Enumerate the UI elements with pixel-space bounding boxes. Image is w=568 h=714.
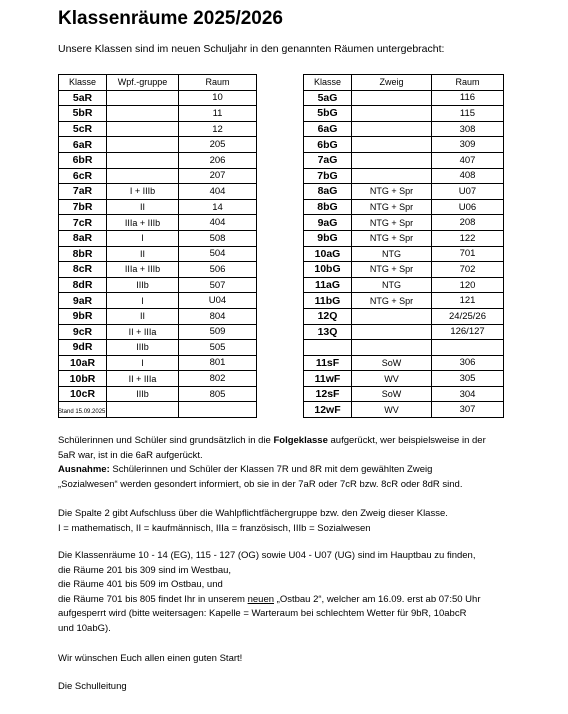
greeting-text: Wir wünschen Euch allen einen guten Start! — [58, 653, 243, 664]
table-row — [59, 90, 257, 106]
cell-raum: 306 — [432, 355, 504, 371]
cell-raum — [432, 340, 504, 356]
table-row — [304, 121, 504, 137]
table-row — [304, 215, 504, 231]
cell-raum: 24/25/26 — [432, 308, 504, 324]
table-row — [59, 230, 257, 246]
column-header-raum: Raum — [179, 75, 257, 91]
cell-raum: 505 — [179, 340, 257, 356]
cell-raum: 408 — [432, 168, 504, 184]
cell-klasse: 8bR — [59, 246, 107, 262]
paragraph-line — [58, 463, 518, 478]
cell-klasse: 10bR — [59, 371, 107, 387]
cell-raum: 122 — [432, 230, 504, 246]
table-row — [304, 371, 504, 387]
cell-klasse: 6cR — [59, 168, 107, 184]
cell-raum: 120 — [432, 277, 504, 293]
cell-zweig: SoW — [352, 355, 432, 371]
paragraph-line: und 10abG). — [58, 622, 111, 634]
table-row — [304, 106, 504, 122]
cell-raum: 702 — [432, 262, 504, 278]
paragraph-line: die Räume 201 bis 309 sind im Westbau, — [58, 564, 232, 576]
cell-klasse: 11bG — [304, 293, 352, 309]
cell-wpf-gruppe: IIIb — [107, 386, 179, 402]
cell-raum: 701 — [432, 246, 504, 262]
cell-raum: 404 — [179, 184, 257, 200]
cell-klasse: 9bG — [304, 230, 352, 246]
cell-zweig — [352, 152, 432, 168]
cell-raum: 507 — [179, 277, 257, 293]
cell-zweig: NTG + Spr — [352, 199, 432, 215]
cell-wpf-gruppe: II — [107, 199, 179, 215]
table-row — [59, 184, 257, 200]
cell-raum: 305 — [432, 371, 504, 387]
cell-klasse: 7aR — [59, 184, 107, 200]
table-row — [59, 106, 257, 122]
cell-klasse: 12sF — [304, 386, 352, 402]
paragraph-line: 5aR war, ist in die 6aR aufgerückt. — [58, 449, 203, 461]
cell-zweig — [352, 137, 432, 153]
table-row — [304, 308, 504, 324]
cell-raum: 506 — [179, 262, 257, 278]
cell-klasse: 7bR — [59, 199, 107, 215]
table-row — [304, 152, 504, 168]
cell-klasse: 13Q — [304, 324, 352, 340]
bold-text: Folgeklasse — [273, 435, 328, 446]
cell-zweig: WV — [352, 402, 432, 418]
table-row — [304, 246, 504, 262]
table-row — [59, 308, 257, 324]
bold-text: Ausnahme: — [58, 464, 110, 475]
cell-raum: 802 — [179, 371, 257, 387]
cell-raum: 504 — [179, 246, 257, 262]
cell-klasse: 5bG — [304, 106, 352, 122]
table-row — [304, 230, 504, 246]
cell-raum: 805 — [179, 386, 257, 402]
cell-raum — [179, 402, 257, 418]
cell-raum: 407 — [432, 152, 504, 168]
cell-klasse: 10aR — [59, 355, 107, 371]
cell-klasse: 6aG — [304, 121, 352, 137]
cell-klasse: 8cR — [59, 262, 107, 278]
table-row — [304, 262, 504, 278]
cell-klasse: 11aG — [304, 277, 352, 293]
cell-zweig: NTG + Spr — [352, 262, 432, 278]
paragraph-spalte — [58, 507, 518, 536]
cell-klasse: 9dR — [59, 340, 107, 356]
cell-zweig — [352, 90, 432, 106]
paragraph-line: I = mathematisch, II = kaufmännisch, IIIa = französisch, IIIb = Sozialwesen — [58, 522, 371, 534]
cell-raum: 304 — [432, 386, 504, 402]
intro-text: Unsere Klassen sind im neuen Schuljahr in den genannten Räumen untergebracht: — [58, 43, 445, 55]
paragraph-line: Die Spalte 2 gibt Aufschluss über die Wahlpflichtfächergruppe bzw. den Zweig dieser Klasse. — [58, 508, 448, 519]
cell-wpf-gruppe: II — [107, 308, 179, 324]
paragraph-line: „Sozialwesen“ werden gesondert informiert, ob sie in der 7aR oder 7cR bzw. 8cR oder 8dR sind. — [58, 478, 463, 490]
cell-wpf-gruppe: II + IIIa — [107, 371, 179, 387]
text-fragment: die Räume 701 bis 805 findet Ihr in unserem — [58, 593, 248, 605]
cell-raum: 308 — [432, 121, 504, 137]
cell-raum: 307 — [432, 402, 504, 418]
cell-klasse: 8aR — [59, 230, 107, 246]
cell-zweig: WV — [352, 371, 432, 387]
cell-raum: 121 — [432, 293, 504, 309]
cell-zweig: NTG + Spr — [352, 215, 432, 231]
cell-klasse: 8aG — [304, 184, 352, 200]
cell-wpf-gruppe: IIIa + IIIb — [107, 215, 179, 231]
text-fragment: „Ostbau 2“, welcher am 16.09. erst ab 07:50 Uhr — [274, 593, 481, 605]
cell-zweig — [352, 324, 432, 340]
cell-klasse: 8dR — [59, 277, 107, 293]
paragraph-line: aufgesperrt wird (bitte weitersagen: Kapelle = Warteraum bei schlechtem Wetter für 9bR, 10abcR — [58, 608, 467, 619]
cell-wpf-gruppe: II — [107, 246, 179, 262]
paragraph-raeume — [58, 549, 528, 636]
cell-raum: 10 — [179, 90, 257, 106]
cell-wpf-gruppe: IIIb — [107, 340, 179, 356]
table-row — [304, 277, 504, 293]
cell-raum: 208 — [432, 215, 504, 231]
cell-zweig: NTG — [352, 246, 432, 262]
table-row — [304, 355, 504, 371]
column-header-zweig: Zweig — [352, 75, 432, 91]
cell-wpf-gruppe: II + IIIa — [107, 324, 179, 340]
paragraph-line — [58, 593, 528, 608]
cell-wpf-gruppe: IIIa + IIIb — [107, 262, 179, 278]
table-row — [59, 121, 257, 137]
paragraph-line: die Räume 401 bis 509 im Ostbau, und — [58, 579, 223, 590]
cell-raum: 205 — [179, 137, 257, 153]
paragraph-folgeklasse — [58, 434, 518, 492]
table-row — [304, 168, 504, 184]
cell-klasse: 6bG — [304, 137, 352, 153]
cell-wpf-gruppe — [107, 152, 179, 168]
column-header-klasse: Klasse — [304, 75, 352, 91]
stand-date: Stand 15.09.2025 — [58, 409, 106, 415]
cell-raum: 404 — [179, 215, 257, 231]
cell-raum: 12 — [179, 121, 257, 137]
cell-zweig — [352, 340, 432, 356]
cell-raum: U04 — [179, 293, 257, 309]
cell-klasse: 11wF — [304, 371, 352, 387]
cell-klasse — [304, 340, 352, 356]
cell-raum: 509 — [179, 324, 257, 340]
column-header-wpf-gruppe: Wpf.-gruppe — [107, 75, 179, 91]
cell-klasse: 9cR — [59, 324, 107, 340]
cell-wpf-gruppe: I — [107, 355, 179, 371]
cell-zweig: SoW — [352, 386, 432, 402]
cell-wpf-gruppe: IIIb — [107, 277, 179, 293]
cell-klasse: 5bR — [59, 106, 107, 122]
text-fragment: Schülerinnen und Schüler sind grundsätzlich in die — [58, 435, 274, 446]
cell-raum: 508 — [179, 230, 257, 246]
table-row — [59, 199, 257, 215]
cell-raum: 309 — [432, 137, 504, 153]
table-row — [304, 340, 504, 356]
table-row — [59, 371, 257, 387]
cell-klasse: 9aR — [59, 293, 107, 309]
table-row — [59, 277, 257, 293]
cell-wpf-gruppe: I — [107, 230, 179, 246]
cell-klasse: 10cR — [59, 386, 107, 402]
cell-zweig — [352, 121, 432, 137]
cell-klasse: 5aR — [59, 90, 107, 106]
cell-zweig: NTG + Spr — [352, 230, 432, 246]
table-row — [304, 137, 504, 153]
cell-raum: 14 — [179, 199, 257, 215]
cell-klasse: 5cR — [59, 121, 107, 137]
table-row — [59, 168, 257, 184]
table-row — [304, 324, 504, 340]
underlined-text: neuen — [247, 593, 275, 605]
paragraph-line: Die Klassenräume 10 - 14 (EG), 115 - 127 (OG) sowie U04 - U07 (UG) sind im Hauptbau zu finden, — [58, 550, 476, 561]
cell-klasse: 9aG — [304, 215, 352, 231]
cell-raum: 116 — [432, 90, 504, 106]
table-row — [59, 215, 257, 231]
table-row — [59, 340, 257, 356]
table-row — [304, 402, 504, 418]
cell-klasse: 6aR — [59, 137, 107, 153]
cell-wpf-gruppe — [107, 121, 179, 137]
cell-klasse: 7aG — [304, 152, 352, 168]
cell-raum: 801 — [179, 355, 257, 371]
table-row — [304, 90, 504, 106]
table-row — [59, 137, 257, 153]
text-fragment: Schülerinnen und Schüler der Klassen 7R und 8R mit dem gewählten Zweig — [109, 464, 433, 475]
cell-wpf-gruppe: I — [107, 293, 179, 309]
table-row — [304, 386, 504, 402]
column-header-raum: Raum — [432, 75, 504, 91]
cell-wpf-gruppe — [107, 90, 179, 106]
cell-wpf-gruppe — [107, 106, 179, 122]
cell-wpf-gruppe — [107, 168, 179, 184]
cell-klasse: 10bG — [304, 262, 352, 278]
table-row — [304, 293, 504, 309]
table-row — [304, 184, 504, 200]
signature-text: Die Schulleitung — [58, 681, 127, 692]
cell-klasse: 5aG — [304, 90, 352, 106]
cell-klasse: 7bG — [304, 168, 352, 184]
right-room-table — [303, 74, 504, 418]
paragraph-line — [58, 434, 518, 449]
cell-raum: U07 — [432, 184, 504, 200]
table-row — [59, 246, 257, 262]
table-row — [59, 355, 257, 371]
cell-raum: U06 — [432, 199, 504, 215]
cell-raum: 206 — [179, 152, 257, 168]
cell-raum: 207 — [179, 168, 257, 184]
table-row — [59, 293, 257, 309]
cell-raum: 11 — [179, 106, 257, 122]
table-row — [59, 324, 257, 340]
cell-zweig: NTG + Spr — [352, 293, 432, 309]
cell-klasse: 11sF — [304, 355, 352, 371]
cell-klasse: 7cR — [59, 215, 107, 231]
cell-klasse: 6bR — [59, 152, 107, 168]
table-row — [59, 152, 257, 168]
table-row — [59, 386, 257, 402]
cell-zweig — [352, 106, 432, 122]
cell-zweig — [352, 168, 432, 184]
table-row — [304, 199, 504, 215]
column-header-klasse: Klasse — [59, 75, 107, 91]
cell-zweig: NTG + Spr — [352, 184, 432, 200]
cell-klasse: 9bR — [59, 308, 107, 324]
text-fragment: aufgerückt, wer beispielsweise in der — [327, 435, 486, 446]
cell-raum: 804 — [179, 308, 257, 324]
cell-wpf-gruppe — [107, 402, 179, 418]
left-room-table — [58, 74, 257, 418]
left-table-body — [59, 90, 257, 417]
cell-zweig: NTG — [352, 277, 432, 293]
cell-klasse: 10aG — [304, 246, 352, 262]
cell-wpf-gruppe: I + IIIb — [107, 184, 179, 200]
cell-klasse: 8bG — [304, 199, 352, 215]
cell-zweig — [352, 308, 432, 324]
cell-raum: 126/127 — [432, 324, 504, 340]
cell-klasse: 12wF — [304, 402, 352, 418]
cell-raum: 115 — [432, 106, 504, 122]
table-row — [59, 262, 257, 278]
cell-klasse: 12Q — [304, 308, 352, 324]
cell-wpf-gruppe — [107, 137, 179, 153]
page-title: Klassenräume 2025/2026 — [58, 8, 283, 29]
right-table-body — [304, 90, 504, 417]
